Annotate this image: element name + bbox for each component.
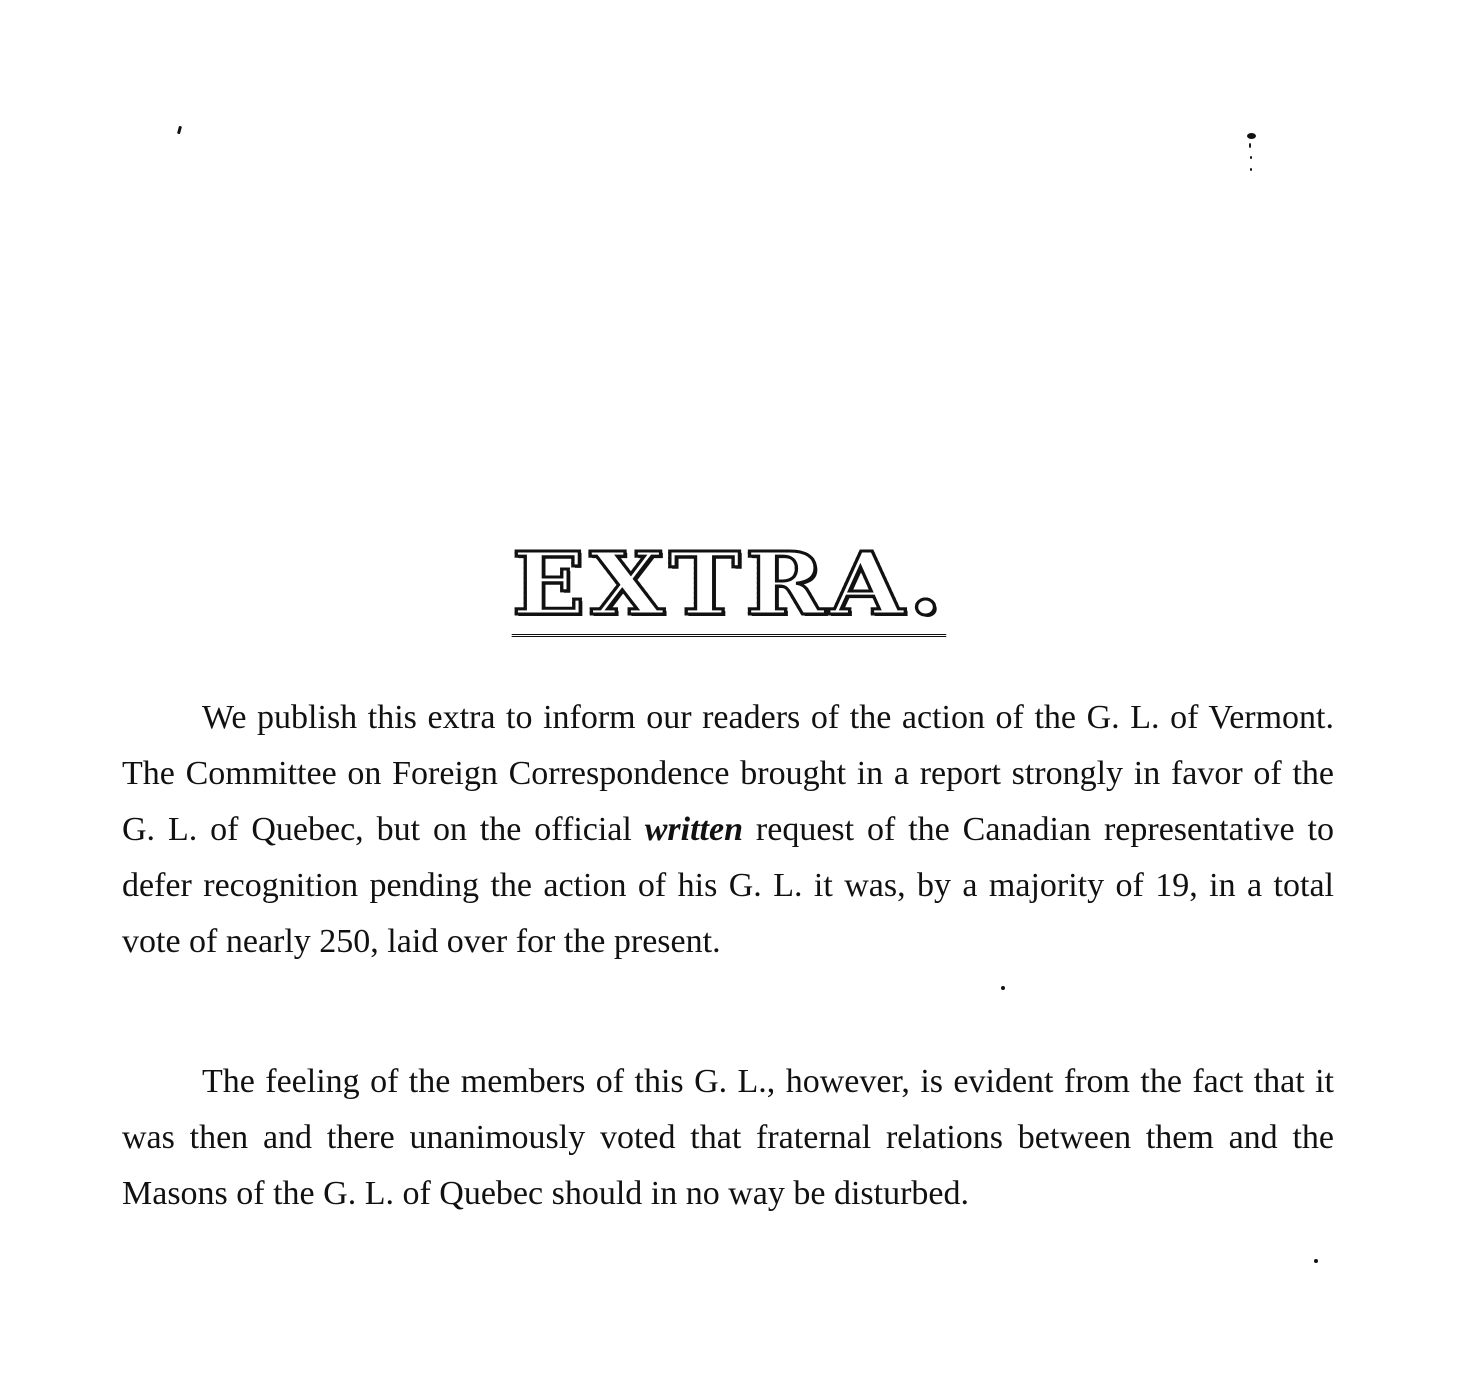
- ink-speck: [177, 126, 182, 135]
- paragraph-2-text: The feeling of the members of this G. L., however, is evident from the fact that it was then and there unanimously voted that fraternal relations between them and the Masons of the G. L. of Quebec should in no way be disturbed.: [122, 1063, 1334, 1212]
- paragraph-1-lead: We publish this extra to inform our readers of the action of the G. L. of Vermont. The Committee on Foreign Correspondence brought in a report strongly in favor of the G. L. of Quebec, but on the official: [122, 699, 1334, 848]
- paragraph-1-text: [122, 690, 1334, 970]
- headline-text: EXTRA.: [511, 534, 948, 635]
- ink-speck: [1314, 1259, 1318, 1263]
- paragraph-1: [122, 690, 1334, 970]
- paragraph-2: [122, 1054, 1334, 1222]
- ink-speck: [1250, 156, 1252, 159]
- paragraph-1-emphasis: written: [644, 811, 743, 848]
- ink-speck: [1001, 986, 1005, 990]
- ink-speck: [1249, 143, 1251, 148]
- paragraph-1-tail: request of the Canadian representative to defer recognition pending the action of his G. L. it was, by a majority of 19, in a total vote of nearly 250, laid over for the present.: [122, 811, 1334, 960]
- ink-speck: [1247, 133, 1256, 139]
- headline: [0, 534, 1459, 637]
- ink-speck: [1250, 168, 1252, 171]
